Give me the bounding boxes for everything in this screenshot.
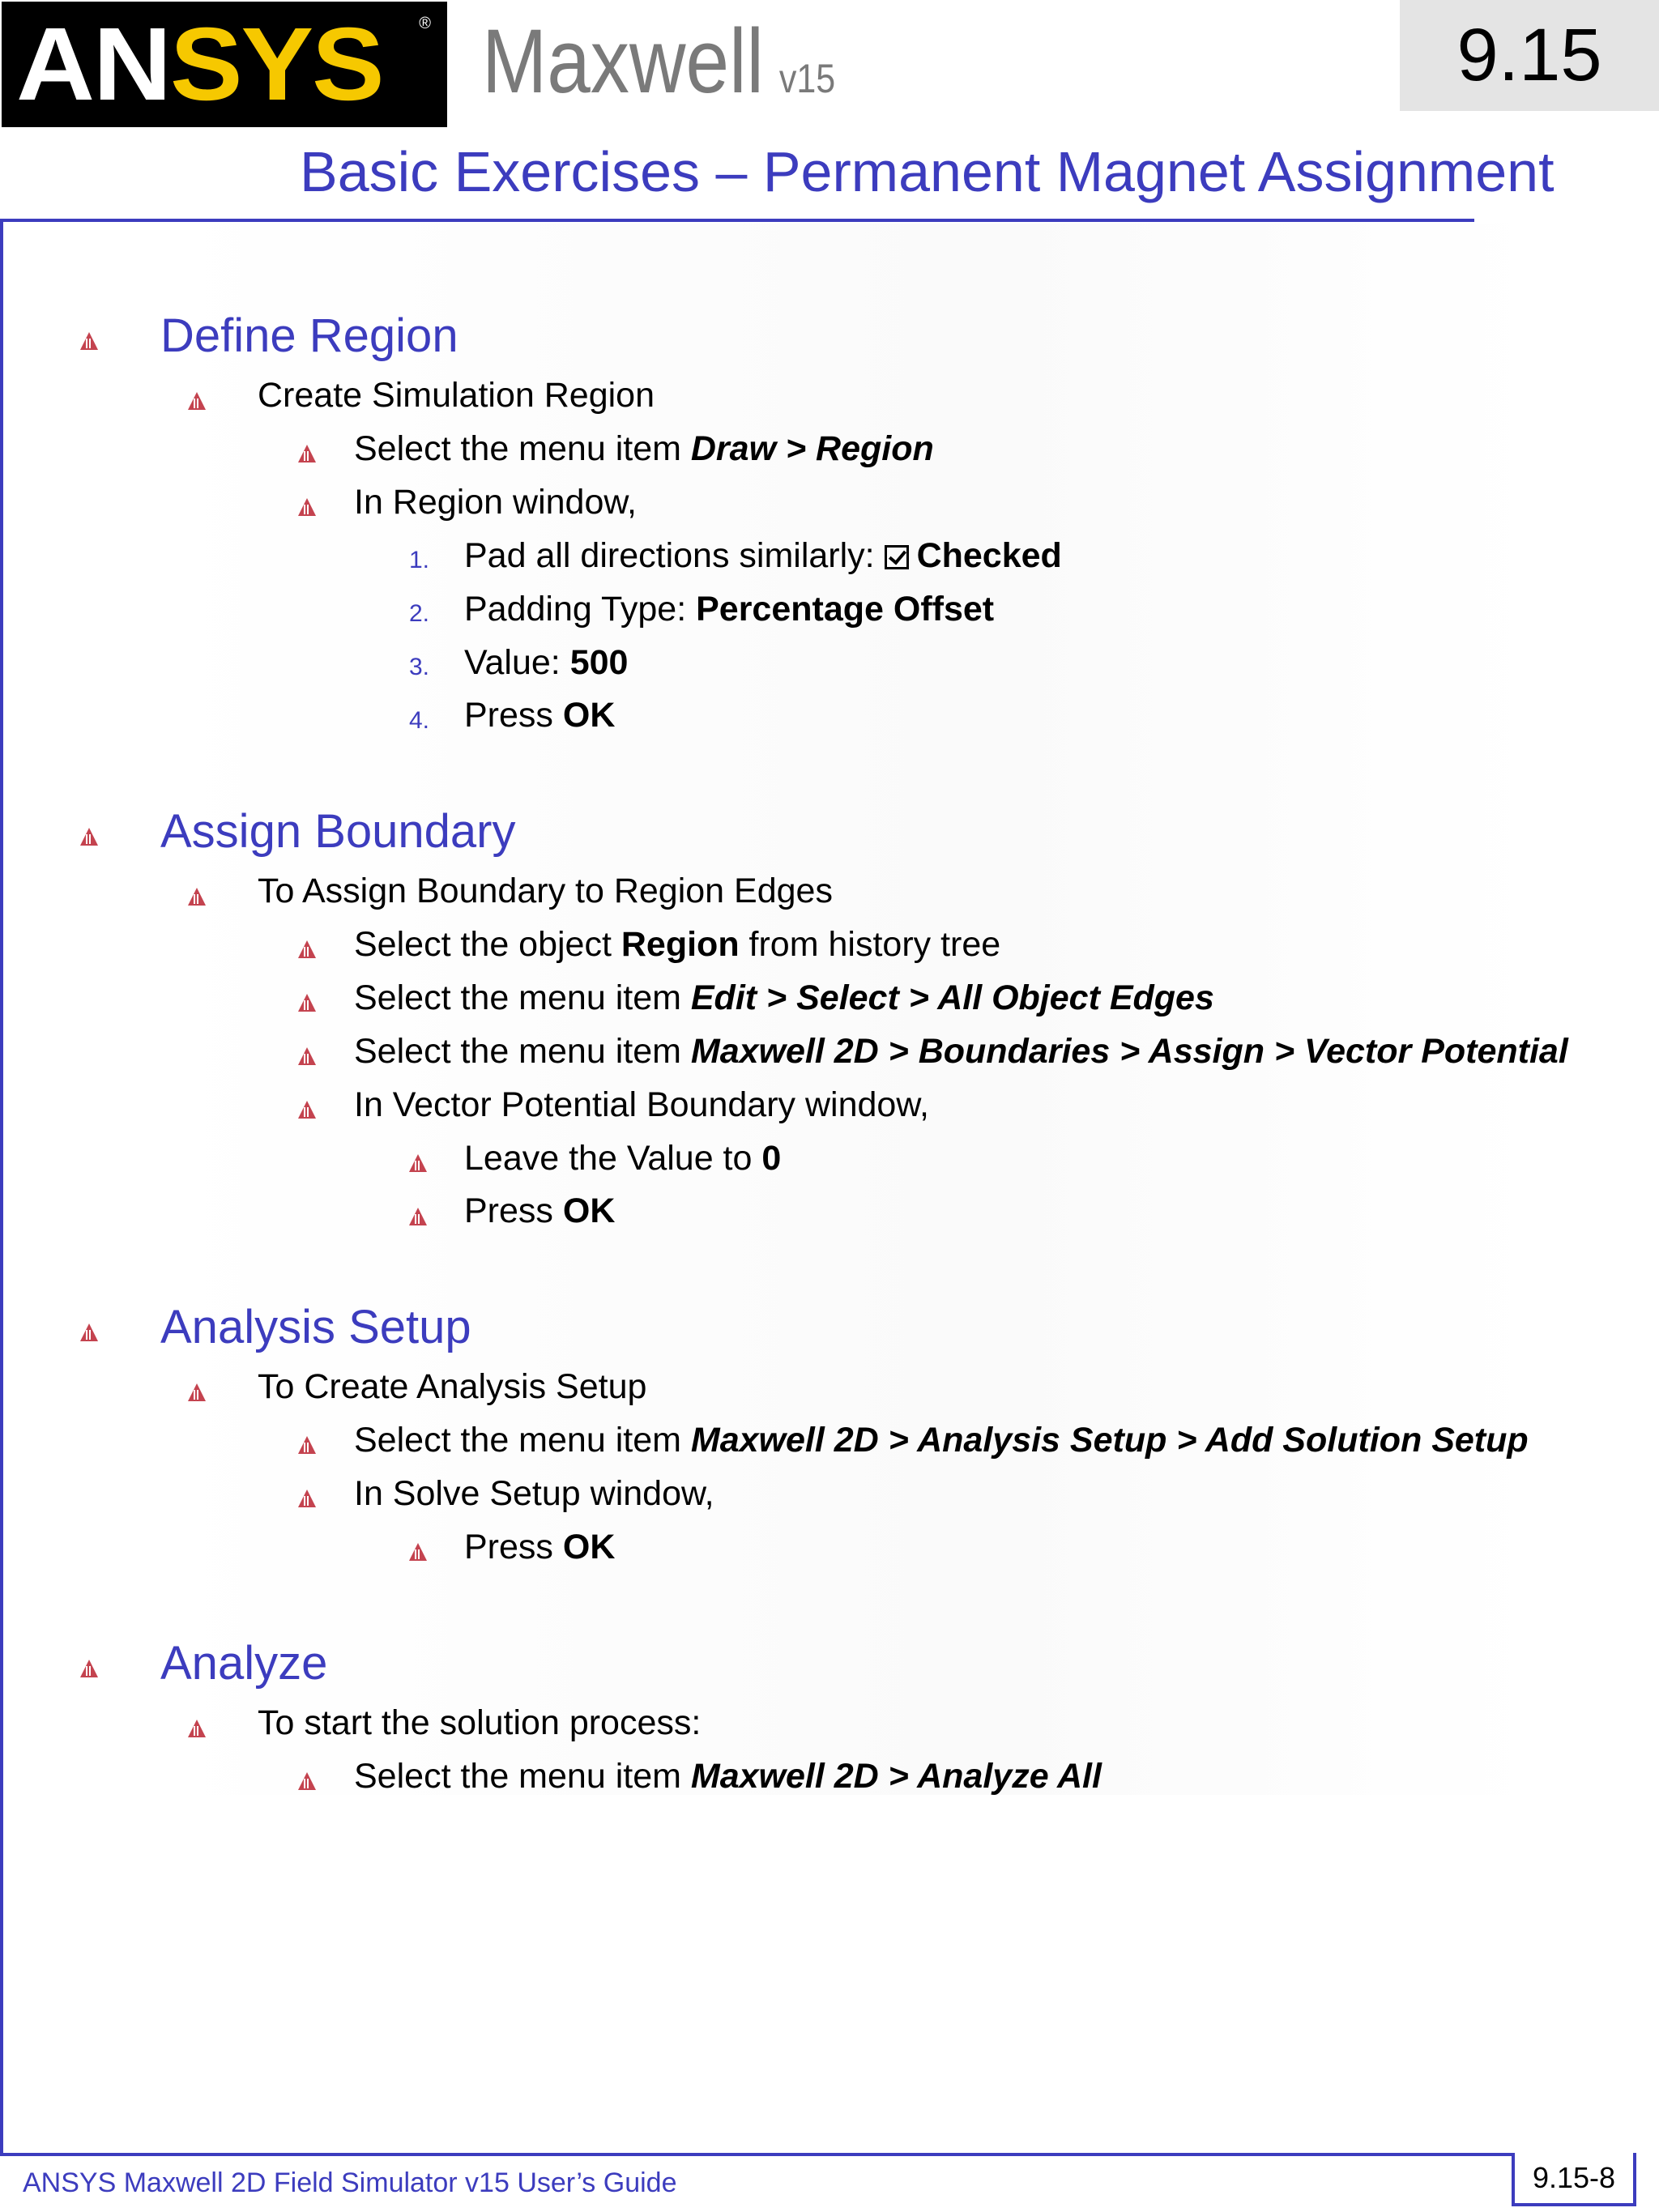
step-text — [354, 927, 1000, 962]
step-prefix: Press — [464, 696, 563, 735]
bullet-icon — [298, 1101, 316, 1119]
bullet-icon — [409, 1154, 427, 1172]
bullet-icon — [409, 1543, 427, 1561]
logo-text-sys: SYS — [169, 6, 383, 122]
step-text — [354, 1423, 1529, 1458]
step-value: 0 — [761, 1139, 782, 1178]
section-number: 9.15 — [1400, 0, 1659, 111]
step-text — [354, 429, 934, 468]
substep-text — [464, 1530, 615, 1565]
section-subheading: To Assign Boundary to Region Edges — [258, 872, 833, 910]
step-prefix: Select the menu item — [354, 978, 691, 1017]
product-version: v15 — [778, 56, 836, 101]
bullet-icon — [80, 332, 98, 350]
numbered-step — [464, 592, 994, 627]
step-value: Checked — [916, 536, 1062, 575]
bullet-icon — [80, 1660, 98, 1677]
step-prefix: Select the object — [354, 925, 621, 964]
numbered-step — [464, 698, 615, 733]
step-prefix: Select the menu item — [354, 429, 691, 468]
step-text — [354, 1759, 1102, 1794]
step-prefix: Leave the Value to — [464, 1139, 762, 1178]
step-value: Percentage Offset — [696, 590, 995, 629]
footer-divider — [0, 2153, 1513, 2156]
step-value: OK — [562, 1191, 616, 1230]
section-subheading: To start the solution process: — [258, 1703, 702, 1742]
step-suffix: from history tree — [739, 925, 1001, 964]
section-heading: Analyze — [160, 1637, 328, 1690]
list-number: 3. — [409, 654, 430, 680]
page-number: 9.15-8 — [1512, 2153, 1636, 2206]
bullet-icon — [298, 1772, 316, 1790]
numbered-step — [464, 643, 629, 682]
product-name — [482, 11, 836, 112]
bullet-icon — [298, 1490, 316, 1507]
bullet-icon — [298, 994, 316, 1012]
step-prefix: Select the menu item — [354, 1421, 691, 1460]
bullet-icon — [298, 1436, 316, 1454]
list-number: 2. — [409, 600, 430, 627]
section-heading: Assign Boundary — [160, 805, 516, 858]
step-text: In Region window, — [354, 483, 637, 522]
section-heading: Analysis Setup — [160, 1301, 471, 1353]
substep-text — [464, 1141, 781, 1176]
bullet-icon — [409, 1208, 427, 1225]
object-name: Region — [621, 925, 740, 964]
step-prefix: Select the menu item — [354, 1757, 691, 1796]
numbered-step — [464, 536, 1062, 575]
list-number: 1. — [409, 547, 430, 573]
left-border — [0, 219, 3, 2156]
step-prefix: Value: — [464, 643, 570, 682]
bullet-icon — [188, 1383, 206, 1401]
bullet-icon — [298, 445, 316, 462]
menu-path: Maxwell 2D > Analysis Setup > Add Solution Setup — [690, 1421, 1529, 1460]
logo-text-an: AN — [16, 6, 170, 122]
menu-path: Edit > Select > All Object Edges — [690, 978, 1214, 1017]
step-prefix: Padding Type: — [464, 590, 697, 629]
bullet-icon — [80, 828, 98, 846]
bullet-icon — [188, 888, 206, 906]
step-prefix: Pad all directions similarly: — [464, 536, 885, 575]
section-subheading: Create Simulation Region — [258, 376, 655, 415]
menu-path: Maxwell 2D > Analyze All — [690, 1757, 1102, 1796]
bullet-icon — [298, 498, 316, 516]
footer-guide-title: ANSYS Maxwell 2D Field Simulator v15 User’s Guide — [23, 2167, 677, 2198]
step-text — [354, 978, 1214, 1017]
step-value: 500 — [569, 643, 629, 682]
bullet-icon — [80, 1323, 98, 1341]
list-number: 4. — [409, 707, 430, 734]
bullet-icon — [188, 392, 206, 410]
product-name-text: Maxwell — [482, 11, 764, 112]
page-title: Basic Exercises – Permanent Magnet Assignment — [300, 140, 1555, 203]
step-value: OK — [562, 1528, 616, 1566]
step-prefix: Press — [464, 1191, 563, 1230]
title-divider — [0, 219, 1474, 222]
ansys-logo — [2, 2, 447, 127]
step-prefix: Press — [464, 1528, 563, 1566]
step-value: OK — [562, 696, 616, 735]
substep-text — [464, 1191, 616, 1230]
bullet-icon — [188, 1720, 206, 1737]
step-text: In Solve Setup window, — [354, 1474, 714, 1513]
checkbox-checked-icon — [885, 545, 909, 569]
menu-path: Maxwell 2D > Boundaries > Assign > Vector Potential — [690, 1032, 1568, 1071]
section-heading: Define Region — [160, 309, 458, 362]
logo-wordmark — [16, 6, 383, 122]
section-subheading: To Create Analysis Setup — [258, 1367, 647, 1406]
menu-path: Draw > Region — [690, 429, 934, 468]
bullet-icon — [298, 1047, 316, 1065]
step-text — [354, 1034, 1568, 1069]
step-text: In Vector Potential Boundary window, — [354, 1085, 929, 1124]
bullet-icon — [298, 940, 316, 958]
step-prefix: Select the menu item — [354, 1032, 691, 1071]
registered-mark: ® — [419, 15, 431, 32]
